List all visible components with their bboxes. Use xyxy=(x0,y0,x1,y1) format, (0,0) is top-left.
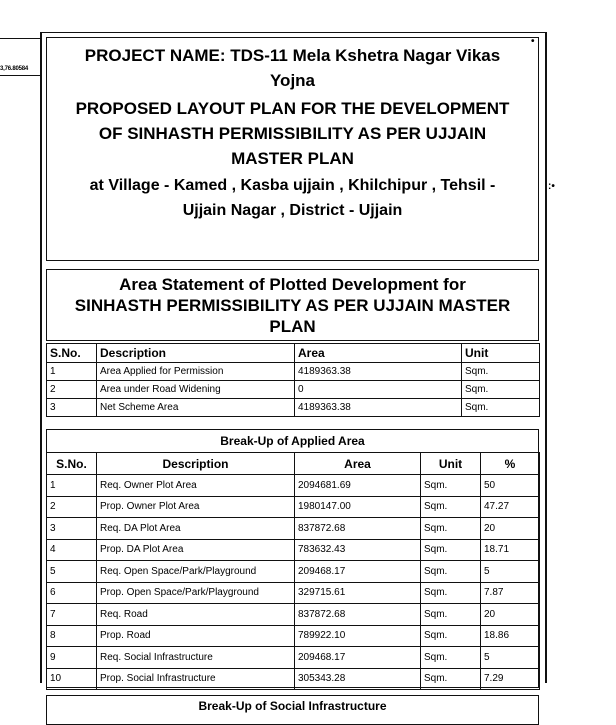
cell-percent: 18.86 xyxy=(481,625,540,647)
table-row xyxy=(47,582,540,604)
table-row xyxy=(47,363,540,381)
breakup-social-infrastructure-section xyxy=(46,695,539,725)
project-header xyxy=(46,37,539,261)
cell-area: 305343.28 xyxy=(295,668,421,690)
area-statement-title xyxy=(46,269,539,341)
cell-description: Area under Road Widening xyxy=(97,381,295,399)
cell-description: Prop. DA Plot Area xyxy=(97,539,295,561)
cell-description: Req. Owner Plot Area xyxy=(97,475,295,497)
column-header-unit: Unit xyxy=(421,453,481,475)
cell-description: Req. Open Space/Park/Playground xyxy=(97,561,295,583)
cell-description: Req. Road xyxy=(97,604,295,626)
cell-unit: Sqm. xyxy=(462,381,540,399)
table-header-row xyxy=(47,344,540,363)
cell-area: 1980147.00 xyxy=(295,496,421,518)
cell-percent: 5 xyxy=(481,647,540,669)
cell-description: Prop. Road xyxy=(97,625,295,647)
village-line2: Ujjain Nagar , District - Ujjain xyxy=(182,202,403,219)
adjacent-sheet-value: 3,76.80584 xyxy=(0,66,29,72)
scan-mark: :• xyxy=(548,181,555,192)
cell-area: 837872.68 xyxy=(295,518,421,540)
cell-sno: 7 xyxy=(47,604,97,626)
document-sheet xyxy=(40,32,547,713)
cell-unit: Sqm. xyxy=(421,475,481,497)
area-statement-title-line2: SINHASTH PERMISSIBILITY AS PER UJJAIN MASTER xyxy=(74,296,511,315)
cell-unit: Sqm. xyxy=(421,668,481,690)
cell-sno: 3 xyxy=(47,518,97,540)
cell-area: 329715.61 xyxy=(295,582,421,604)
cell-description: Req. DA Plot Area xyxy=(97,518,295,540)
cell-unit: Sqm. xyxy=(421,604,481,626)
cell-sno: 4 xyxy=(47,539,97,561)
cell-unit: Sqm. xyxy=(462,399,540,417)
column-header-unit: Unit xyxy=(462,344,540,363)
village-line1: at Village - Kamed , Kasba ujjain , Khilchipur , Tehsil - xyxy=(89,177,496,194)
area-statement-title-line3: PLAN xyxy=(269,317,316,336)
area-statement-table xyxy=(46,343,540,417)
cell-unit: Sqm. xyxy=(421,496,481,518)
cell-percent: 7.29 xyxy=(481,668,540,690)
table-row xyxy=(47,496,540,518)
cell-area: 837872.68 xyxy=(295,604,421,626)
project-name-line1: PROJECT NAME: TDS-11 Mela Kshetra Nagar Vikas xyxy=(84,46,501,65)
cell-description: Area Applied for Permission xyxy=(97,363,295,381)
column-header-sno: S.No. xyxy=(47,453,97,475)
cell-unit: Sqm. xyxy=(421,539,481,561)
cell-unit: Sqm. xyxy=(421,561,481,583)
cell-percent: 20 xyxy=(481,518,540,540)
cell-area: 2094681.69 xyxy=(295,475,421,497)
cell-sno: 2 xyxy=(47,496,97,518)
cell-percent: 47.27 xyxy=(481,496,540,518)
table-row xyxy=(47,539,540,561)
cell-area: 4189363.38 xyxy=(295,363,462,381)
cell-area: 0 xyxy=(295,381,462,399)
cell-sno: 10 xyxy=(47,668,97,690)
column-header-percent: % xyxy=(481,453,540,475)
cell-area: 209468.17 xyxy=(295,647,421,669)
breakup-applied-area-section xyxy=(46,429,539,688)
cell-area: 789922.10 xyxy=(295,625,421,647)
cell-unit: Sqm. xyxy=(421,582,481,604)
cell-percent: 18.71 xyxy=(481,539,540,561)
adjacent-sheet-fragment xyxy=(0,38,40,76)
table-row xyxy=(47,604,540,626)
cell-sno: 9 xyxy=(47,647,97,669)
cell-area: 209468.17 xyxy=(295,561,421,583)
cell-description: Prop. Social Infrastructure xyxy=(97,668,295,690)
column-header-sno: S.No. xyxy=(47,344,97,363)
column-header-description: Description xyxy=(97,344,295,363)
cell-sno: 3 xyxy=(47,399,97,417)
cell-area: 4189363.38 xyxy=(295,399,462,417)
cell-sno: 1 xyxy=(47,475,97,497)
column-header-description: Description xyxy=(97,453,295,475)
plan-title-line3: MASTER PLAN xyxy=(231,149,354,168)
cell-percent: 50 xyxy=(481,475,540,497)
area-statement-title-line1: Area Statement of Plotted Development for xyxy=(119,275,466,294)
project-name-line2: Yojna xyxy=(269,71,316,90)
cell-unit: Sqm. xyxy=(421,518,481,540)
cell-sno: 8 xyxy=(47,625,97,647)
breakup-table xyxy=(46,452,540,690)
table-row xyxy=(47,647,540,669)
table-row xyxy=(47,399,540,417)
table-row xyxy=(47,475,540,497)
table-row xyxy=(47,518,540,540)
table-row xyxy=(47,668,540,690)
cell-unit: Sqm. xyxy=(421,625,481,647)
scan-mark: • xyxy=(531,36,535,47)
cell-sno: 5 xyxy=(47,561,97,583)
social-infrastructure-title: Break-Up of Social Infrastructure xyxy=(198,699,387,713)
cell-percent: 7.87 xyxy=(481,582,540,604)
cell-percent: 20 xyxy=(481,604,540,626)
cell-percent: 5 xyxy=(481,561,540,583)
table-row xyxy=(47,625,540,647)
cell-sno: 2 xyxy=(47,381,97,399)
plan-title-line1: PROPOSED LAYOUT PLAN FOR THE DEVELOPMENT xyxy=(75,99,510,118)
cell-description: Net Scheme Area xyxy=(97,399,295,417)
table-header-row xyxy=(47,453,540,475)
cell-sno: 1 xyxy=(47,363,97,381)
cell-unit: Sqm. xyxy=(462,363,540,381)
cell-description: Prop. Open Space/Park/Playground xyxy=(97,582,295,604)
table-row xyxy=(47,381,540,399)
column-header-area: Area xyxy=(295,453,421,475)
cell-sno: 6 xyxy=(47,582,97,604)
column-header-area: Area xyxy=(295,344,462,363)
cell-area: 783632.43 xyxy=(295,539,421,561)
cell-description: Req. Social Infrastructure xyxy=(97,647,295,669)
table-row xyxy=(47,561,540,583)
cell-unit: Sqm. xyxy=(421,647,481,669)
plan-title-line2: OF SINHASTH PERMISSIBILITY AS PER UJJAIN xyxy=(98,124,487,143)
cell-description: Prop. Owner Plot Area xyxy=(97,496,295,518)
breakup-title: Break-Up of Applied Area xyxy=(220,434,365,448)
